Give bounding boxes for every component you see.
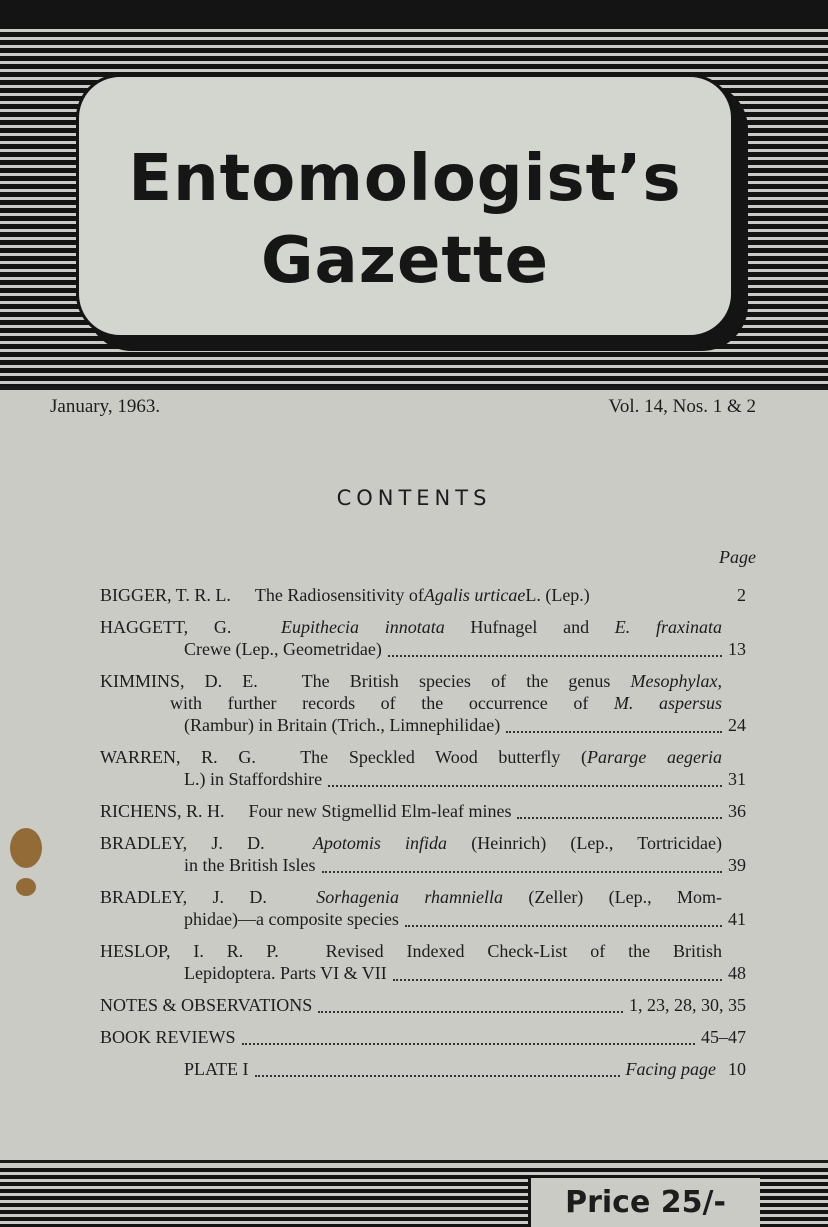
toc-entry	[100, 800, 746, 822]
toc-title: Four new Stigmellid Elm-leaf mines	[248, 801, 512, 821]
toc-author: BRADLEY, J. D.	[100, 887, 267, 907]
toc-title: The Speckled Wood butterfly (	[300, 747, 588, 767]
toc-title: (Rambur) in Britain (Trich., Limnephilidae)	[184, 715, 501, 735]
leader-dots	[393, 974, 722, 981]
issue-date: January, 1963.	[50, 396, 161, 417]
issue-volume: Vol. 14, Nos. 1 & 2	[608, 396, 756, 417]
toc-entry	[100, 940, 746, 984]
toc-title-italic: M. aspersus	[613, 693, 722, 713]
toc-author: HAGGETT, G.	[100, 617, 232, 637]
toc-title: The Radiosensitivity of	[254, 585, 424, 605]
toc-entry	[100, 746, 746, 790]
leader-dots	[517, 812, 722, 819]
toc-section-label: PLATE I	[184, 1059, 249, 1079]
toc-page: 41	[728, 909, 746, 929]
toc-title: L. (Lep.)	[525, 585, 590, 605]
toc-section-label: BOOK REVIEWS	[100, 1027, 236, 1047]
price-label: Price 25/-	[528, 1178, 760, 1227]
toc-title: with further records of the occurrence of	[170, 693, 614, 713]
toc-title: in the British Isles	[184, 855, 316, 875]
paper-stain	[16, 878, 36, 896]
toc-entry	[100, 1058, 746, 1080]
paper-stain	[10, 828, 42, 868]
toc-title: phidae)—a composite species	[184, 909, 399, 929]
toc-page: 24	[728, 715, 746, 735]
masthead-rule	[0, 386, 828, 390]
toc-author: RICHENS, R. H.	[100, 801, 225, 821]
toc-title-italic: Agalis urticae	[423, 585, 526, 605]
toc-title: (Heinrich) (Lep., Tortricidae)	[447, 833, 722, 853]
toc-page: 2	[737, 585, 746, 605]
journal-title-line2: Gazette	[261, 224, 549, 298]
toc-page: 45–47	[701, 1027, 746, 1047]
toc-title: Crewe (Lep., Geometridae)	[184, 639, 382, 659]
toc-title: Revised Indexed Check-List of the British	[325, 941, 723, 961]
toc-author: KIMMINS, D. E.	[100, 671, 258, 691]
toc-entry	[100, 1026, 746, 1048]
leader-dots	[388, 650, 722, 657]
page-column-label: Page	[719, 547, 756, 567]
toc-author: BRADLEY, J. D.	[100, 833, 265, 853]
leader-dots	[506, 726, 722, 733]
toc-page: 39	[728, 855, 746, 875]
toc-page: 48	[728, 963, 746, 983]
contents-heading: CONTENTS	[336, 486, 492, 510]
toc-title-italic: Mesophylax,	[630, 671, 722, 691]
leader-dots	[242, 1038, 696, 1045]
leader-dots	[255, 1070, 620, 1077]
toc-page: 31	[728, 769, 746, 789]
toc-entry	[100, 616, 746, 660]
table-of-contents	[100, 584, 746, 1090]
toc-title: Lepidoptera. Parts VI & VII	[184, 963, 387, 983]
toc-title-italic: E. fraxinata	[614, 617, 722, 637]
toc-author: HESLOP, I. R. P.	[100, 941, 279, 961]
footer-rule	[0, 1160, 828, 1163]
toc-title-italic: Eupithecia innotata	[281, 617, 445, 637]
leader-dots	[322, 866, 723, 873]
toc-title-italic: Sorhagenia rhamniella	[316, 887, 503, 907]
toc-title-italic: Apotomis infida	[312, 833, 448, 853]
toc-entry	[100, 584, 746, 606]
masthead-top-bar	[0, 0, 828, 24]
toc-page: 13	[728, 639, 746, 659]
toc-entry	[100, 832, 746, 876]
toc-title: Hufnagel and	[444, 617, 615, 637]
leader-dots	[328, 780, 722, 787]
toc-entry	[100, 886, 746, 930]
toc-title: (Zeller) (Lep., Mom-	[502, 887, 723, 907]
toc-author: WARREN, R. G.	[100, 747, 256, 767]
toc-section-label: NOTES & OBSERVATIONS	[100, 995, 313, 1015]
toc-title-italic: Pararge aegeria	[587, 747, 722, 767]
journal-title	[76, 138, 734, 302]
toc-author: BIGGER, T. R. L.	[100, 585, 231, 605]
toc-title: L.) in Staffordshire	[184, 769, 323, 789]
toc-page: 36	[728, 801, 746, 821]
journal-title-line1: Entomologist’s	[128, 142, 682, 216]
toc-page: 1, 23, 28, 30, 35	[629, 995, 746, 1015]
leader-dots	[405, 920, 722, 927]
toc-entry	[100, 994, 746, 1016]
toc-title: The British species of the genus	[301, 671, 631, 691]
toc-entry	[100, 670, 746, 736]
toc-facing-label: Facing page	[625, 1059, 716, 1079]
toc-page: 10	[728, 1059, 746, 1079]
leader-dots	[318, 1006, 623, 1013]
